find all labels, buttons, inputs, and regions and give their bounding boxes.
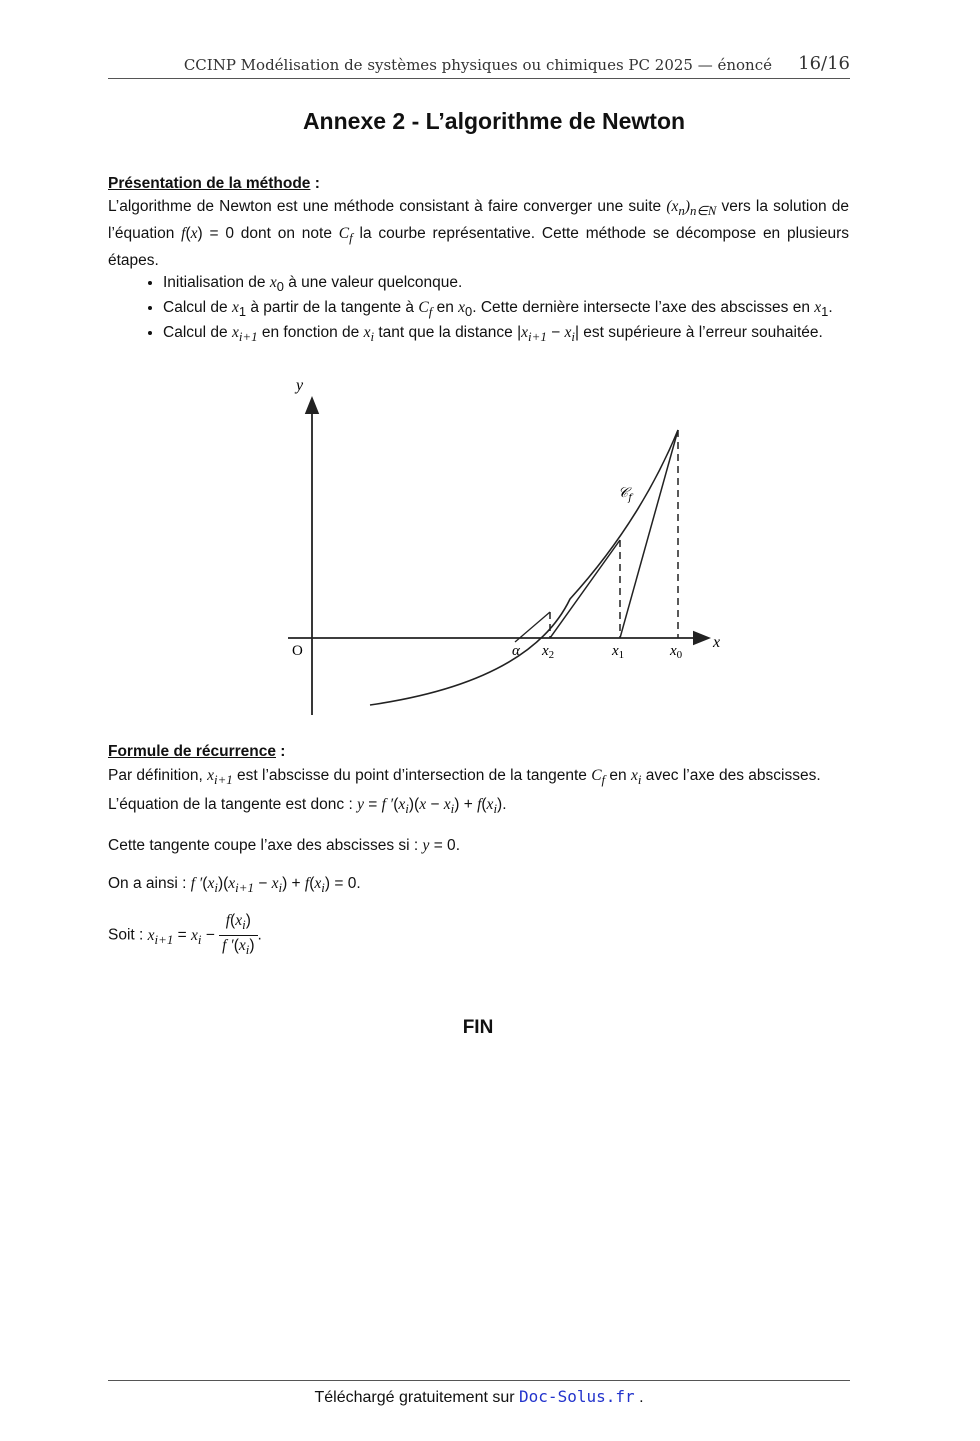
list-item: • Calcul de $x_{i+1}$ en fonction de $x_i$ tant que la distance $|x_{i+1} - x_i|$ est supérieure à l’erreur souhaitée.: [163, 322, 849, 347]
tangent-x1: [550, 540, 620, 638]
curve-cf: [370, 430, 678, 705]
header-text: CCINP Modélisation de systèmes physiques ou chimiques PC 2025 — énoncé: [183, 56, 772, 74]
x2-label: $x_2$: [542, 643, 555, 661]
list-item: • Initialisation de $x_0$ à une valeur quelconque.: [163, 272, 849, 297]
page-title: Annexe 2 - L’algorithme de Newton: [302, 108, 686, 134]
curve-label: 𝒞$_f$: [618, 485, 632, 504]
page-header: [108, 52, 850, 79]
footer-text: Téléchargé gratuitement sur: [314, 1389, 520, 1406]
tangent-x0: [620, 430, 678, 638]
footer-link[interactable]: Doc-Solus.fr: [519, 1387, 635, 1406]
newton-formula: Soit : $x_{i+1} = x_i$ − $\frac{f(x_i)}{f '(x_i)}$ .: [108, 912, 262, 958]
page-footer: [108, 1380, 850, 1407]
recurrence-section: [108, 740, 849, 960]
tangent-condition: Cette tangente coupe l’axe des abscisses si : y = 0.: [108, 837, 460, 855]
recurrence-paragraph: Par définition, $x_{i+1}$ est l’abscisse du point d’intersection de la tangente $C_f$ en $x_i$ avec l’axe des abscisses. L’équation de la tangente est donc : y = f $'(x_i)(x - x_i) + f(x_i)$.: [108, 767, 821, 817]
page-number: 16/16: [798, 53, 850, 74]
y-axis-label: y: [296, 377, 304, 394]
x1-label: $x_1$: [612, 643, 625, 661]
presentation-section: [108, 172, 849, 347]
equation-line: On a ainsi : f $'(x_i)(x_{i+1} - x_i) + f(x_i) = 0$.: [108, 875, 361, 896]
presentation-heading: Présentation de la méthode :: [108, 175, 320, 192]
recurrence-heading: Formule de récurrence :: [108, 743, 286, 760]
alpha-label: α: [512, 643, 520, 659]
newton-diagram: [270, 372, 740, 722]
x-axis-label: x: [713, 634, 721, 651]
origin-label: O: [292, 643, 303, 659]
list-item: • Calcul de $x_1$ à partir de la tangente à $C_f$ en $x_0$. Cette dernière intersecte l’axe des abscisses en $x_1$.: [163, 297, 849, 322]
x0-label: $x_0$: [670, 643, 683, 661]
steps-list: [108, 272, 849, 347]
fin-label: FIN: [462, 1017, 494, 1038]
footer-end: .: [634, 1389, 644, 1406]
presentation-paragraph: L’algorithme de Newton est une méthode consistant à faire converger une suite $(x_n)_{n\in N}$ vers la solution de l’équation f(x) = 0 dont on note $C_f$ la courbe représentative. Cette méthode se décompose en plusieurs étapes.: [108, 198, 850, 270]
